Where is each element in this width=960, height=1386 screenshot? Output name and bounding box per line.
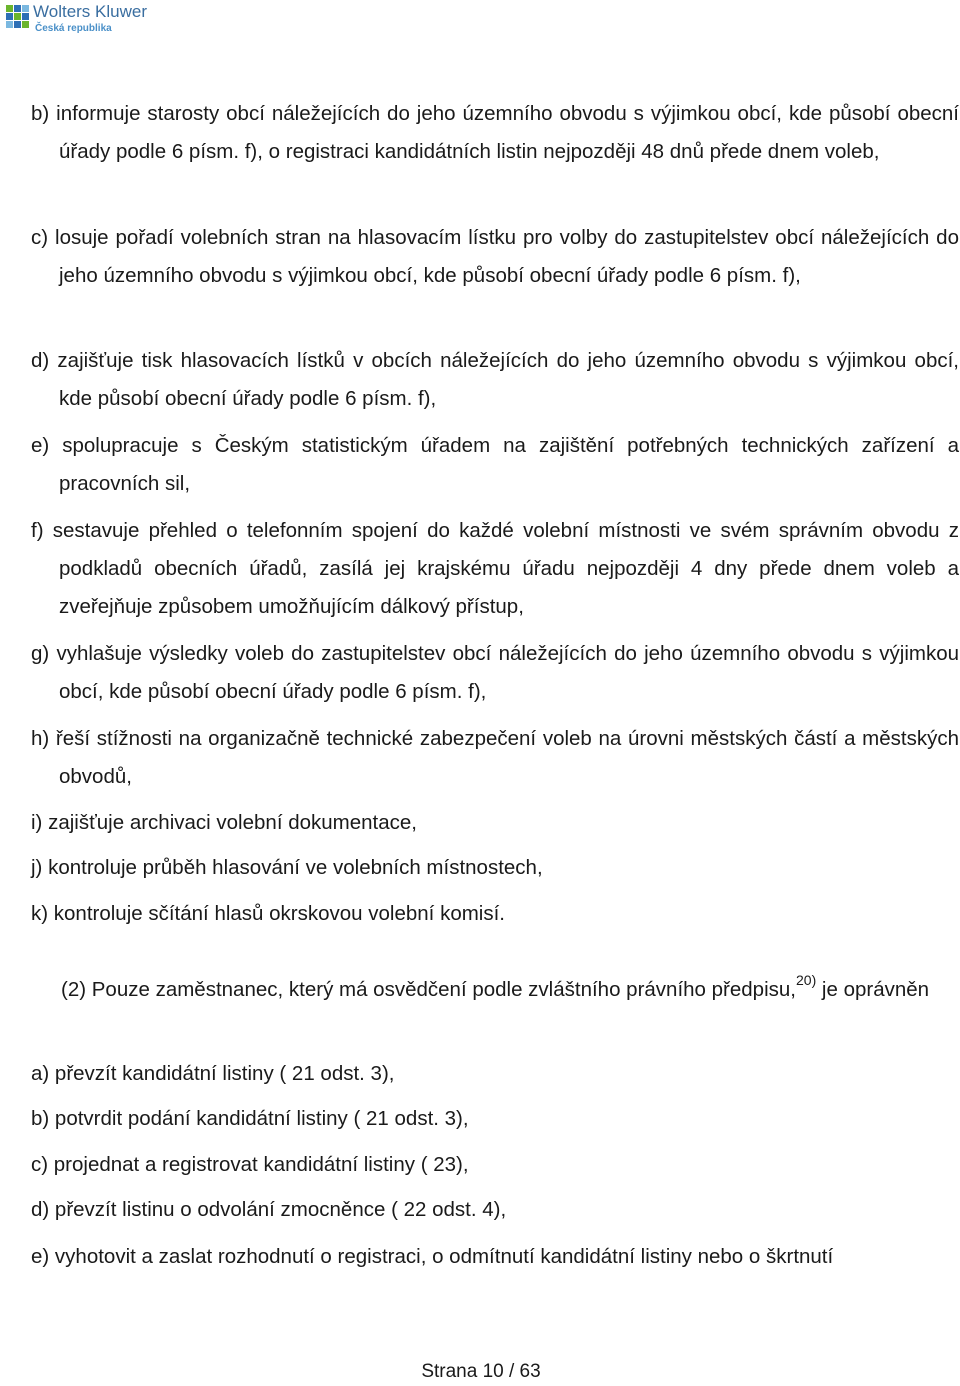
paragraph-2-end: je oprávněn xyxy=(816,978,930,1001)
list-item-j: j) kontroluje průběh hlasování ve volebních místnostech, xyxy=(31,856,543,879)
list-item-e: e) spolupracuje s Českým statistickým úřadem na zajištění potřebných technických zařízení a pracovních sil, xyxy=(31,434,959,495)
list-item-b: b) informuje starosty obcí náležejících do jeho územního obvodu s výjimkou obcí, kde působí obecní úřady podle 6 písm. f), o registraci kandidátních listin nejpozději 48 dnů přede dnem voleb, xyxy=(31,102,959,163)
brand-name: Wolters Kluwer xyxy=(33,2,147,21)
wolters-kluwer-logo-icon xyxy=(3,3,31,33)
sub-item-a: a) převzít kandidátní listiny ( 21 odst. 3), xyxy=(31,1062,395,1085)
list-item-c: c) losuje pořadí volebních stran na hlasovacím lístku pro volby do zastupitelstev obcí náležejících do jeho územního obvodu s výjimkou obcí, kde působí obecní úřady podle 6 písm. f), xyxy=(31,226,959,287)
sub-item-e: e) vyhotovit a zaslat rozhodnutí o registraci, o odmítnutí kandidátní listiny nebo o škrtnutí xyxy=(31,1245,834,1268)
list-item-d: d) zajišťuje tisk hlasovacích lístků v obcích náležejících do jeho územního obvodu s výjimkou obcí, kde působí obecní úřady podle 6 písm. f), xyxy=(31,349,959,410)
list-item-f: f) sestavuje přehled o telefonním spojení do každé volební místnosti ve svém správním obvodu z podkladů obecních úřadů, zasílá jej krajskému úřadu nejpozději 4 dny přede dnem voleb a zveřejňuje způsobem umožňujícím dálkový přístup, xyxy=(31,519,959,618)
sub-item-c: c) projednat a registrovat kandidátní listiny ( 23), xyxy=(31,1153,469,1176)
paragraph-2 xyxy=(5,971,959,1009)
page-number: Strana 10 / 63 xyxy=(421,1361,541,1382)
paragraph-2-text: (2) Pouze zaměstnanec, který má osvědčení podle zvláštního právního předpisu, xyxy=(61,978,796,1001)
sub-item-b: b) potvrdit podání kandidátní listiny ( 21 odst. 3), xyxy=(31,1107,469,1130)
list-item-k: k) kontroluje sčítání hlasů okrskovou volební komisí. xyxy=(31,902,505,925)
sub-item-d: d) převzít listinu o odvolání zmocněnce ( 22 odst. 4), xyxy=(31,1198,507,1221)
list-item-i: i) zajišťuje archivaci volební dokumentace, xyxy=(31,811,417,834)
logo xyxy=(3,3,153,39)
brand-subtitle: Česká republika xyxy=(35,23,112,34)
list-item-g: g) vyhlašuje výsledky voleb do zastupitelstev obcí náležejících do jeho územního obvodu s výjimkou obcí, kde působí obecní úřady podle 6 písm. f), xyxy=(31,642,959,703)
footnote-ref: 20) xyxy=(796,972,817,989)
list-item-h: h) řeší stížnosti na organizačně technické zabezpečení voleb na úrovni městských částí a městských obvodů, xyxy=(31,727,959,788)
